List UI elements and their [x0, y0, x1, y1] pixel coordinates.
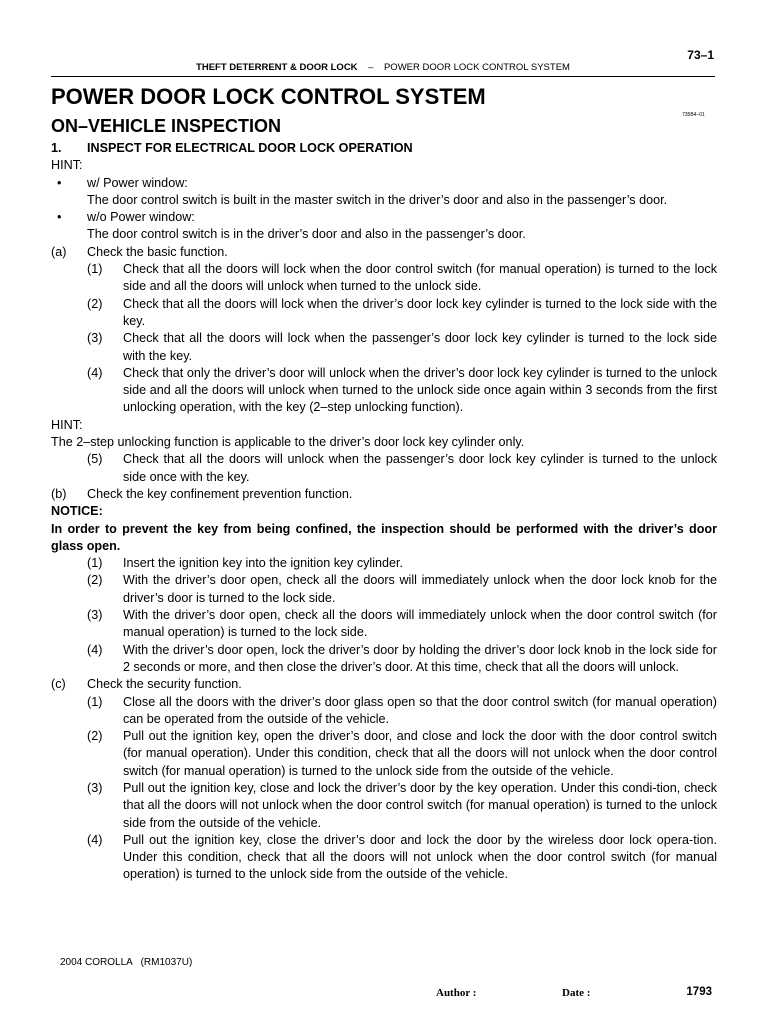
bullet-symbol: • [57, 175, 62, 190]
list-item [51, 607, 717, 642]
list-item [51, 572, 717, 607]
item-number: (3) [87, 608, 103, 623]
page-subtitle: ON–VEHICLE INSPECTION [51, 116, 282, 136]
item-text: Check that all the doors will lock when the door control switch (for manual operation) is turned to the lock side and all the doors will unlock when turned to the unlock side. [123, 262, 717, 294]
running-header-section: THEFT DETERRENT & DOOR LOCK [196, 62, 358, 73]
substep-c [51, 676, 717, 693]
bullet-item [51, 209, 717, 226]
item-text: With the driver’s door open, check all the doors will immediately unlock when the door lock knob for the driver’s door is turned to the lock side. [123, 573, 717, 605]
list-item [51, 555, 717, 572]
hint-label: HINT: [51, 158, 83, 173]
item-text: Pull out the ignition key, close and lock the driver’s door by the key operation. Under this condi-tion, check that all the doors will not unlock when the door control switch (for manual operation) is turned to the unlock side from the outside of the vehicle. [123, 780, 717, 830]
bullet-body [51, 192, 717, 209]
bullet-body-text: The door control switch is built in the master switch in the driver’s door and also in the passenger’s door. [87, 192, 668, 207]
header-rule [51, 76, 715, 77]
notice-text: In order to prevent the key from being confined, the inspection should be performed with the driver’s door glass open. [51, 521, 717, 553]
list-item [51, 832, 717, 884]
item-number: (4) [87, 642, 103, 657]
item-text: Check that all the doors will lock when the driver’s door lock key cylinder is turned to the lock side with the key. [123, 296, 717, 328]
list-item [51, 728, 717, 780]
document-body [51, 140, 717, 884]
substep-label: (b) [51, 486, 67, 501]
item-number: (4) [87, 832, 103, 847]
item-text: Pull out the ignition key, close the driver’s door and lock the door by the wireless door lock opera-tion. Under this condition, check that all the doors will not unlock when the door control switch (for manual operation) is turned to the unlock side from the outside of the vehicle. [123, 832, 717, 882]
footer-date-label: Date : [562, 987, 591, 999]
footer-author-label: Author : [436, 987, 477, 999]
substep-text: Check the basic function. [87, 244, 228, 259]
item-number: (3) [87, 331, 103, 346]
item-text: Close all the doors with the driver’s door glass open so that the door control switch (for manual operation) can be operated from the outside of the vehicle. [123, 694, 717, 726]
list-item [51, 365, 717, 417]
step-text: INSPECT FOR ELECTRICAL DOOR LOCK OPERATION [87, 141, 413, 155]
item-number: (4) [87, 365, 103, 380]
item-number: (2) [87, 296, 103, 311]
substep-a [51, 244, 717, 261]
substep-text: Check the key confinement prevention function. [87, 486, 353, 501]
hint-label: HINT: [51, 417, 83, 432]
substep-label: (a) [51, 244, 67, 259]
doc-code: 735B4–01 [682, 112, 705, 118]
bullet-heading: w/ Power window: [87, 175, 188, 190]
list-item [51, 261, 717, 296]
item-text: With the driver’s door open, check all the doors will immediately unlock when the door control switch (for manual operation) is turned to the lock side. [123, 608, 717, 640]
list-item [51, 330, 717, 365]
item-number: (2) [87, 729, 103, 744]
bullet-item [51, 175, 717, 192]
list-item [51, 694, 717, 729]
item-number: (1) [87, 694, 103, 709]
item-number: (3) [87, 780, 103, 795]
page-title: POWER DOOR LOCK CONTROL SYSTEM [51, 84, 486, 109]
bullet-symbol: • [57, 210, 62, 225]
item-number: (1) [87, 262, 103, 277]
footer-page-number: 1793 [686, 986, 712, 998]
bullet-heading: w/o Power window: [87, 210, 195, 225]
substep-label: (c) [51, 677, 66, 692]
list-item [51, 780, 717, 832]
item-text: Check that all the doors will lock when the passenger’s door lock key cylinder is turned to the lock side with the key. [123, 331, 717, 363]
list-item [51, 451, 717, 486]
item-number: (5) [87, 452, 103, 467]
running-header-dash: – [368, 62, 374, 73]
running-header [51, 62, 715, 73]
step-heading [51, 140, 717, 157]
item-text: Check that only the driver’s door will unlock when the driver’s door lock key cylinder is turned to the unlock side and all the doors will unlock when turned to the unlock side once again within 3 seconds from the first unlocking operation, with the key (2–step unlocking function). [123, 365, 717, 415]
item-text: Insert the ignition key into the ignition key cylinder. [123, 556, 404, 571]
running-header-subsection: POWER DOOR LOCK CONTROL SYSTEM [383, 62, 570, 73]
item-number: (1) [87, 556, 103, 571]
hint-text: The 2–step unlocking function is applicable to the driver’s door lock key cylinder only. [51, 435, 525, 450]
item-text: Check that all the doors will unlock when the passenger’s door lock key cylinder is turned to the unlock side once with the key. [123, 452, 717, 484]
list-item [51, 642, 717, 677]
bullet-body [51, 226, 717, 243]
item-text: With the driver’s door open, lock the driver’s door by holding the driver’s door lock knob in the lock side for 2 seconds or more, and then close the driver’s door. At this time, check that all the doors will unlock. [123, 642, 717, 674]
item-text: Pull out the ignition key, open the driver’s door, and close and lock the door with the door control switch (for manual operation). Under this condition, check that all the doors will not unlock when the door control switch (for manual operation) is turned to the unlock side from the outside of the vehicle. [123, 729, 717, 778]
step-number: 1. [51, 141, 62, 155]
list-item [51, 296, 717, 331]
bullet-body-text: The door control switch is in the driver’s door and also in the passenger’s door. [87, 227, 526, 242]
item-number: (2) [87, 573, 103, 588]
substep-b [51, 486, 717, 503]
notice-label: NOTICE: [51, 504, 103, 519]
page-number: 73–1 [687, 48, 714, 62]
footer-model: 2004 COROLLA (RM1037U) [60, 957, 193, 968]
substep-text: Check the security function. [87, 677, 242, 692]
